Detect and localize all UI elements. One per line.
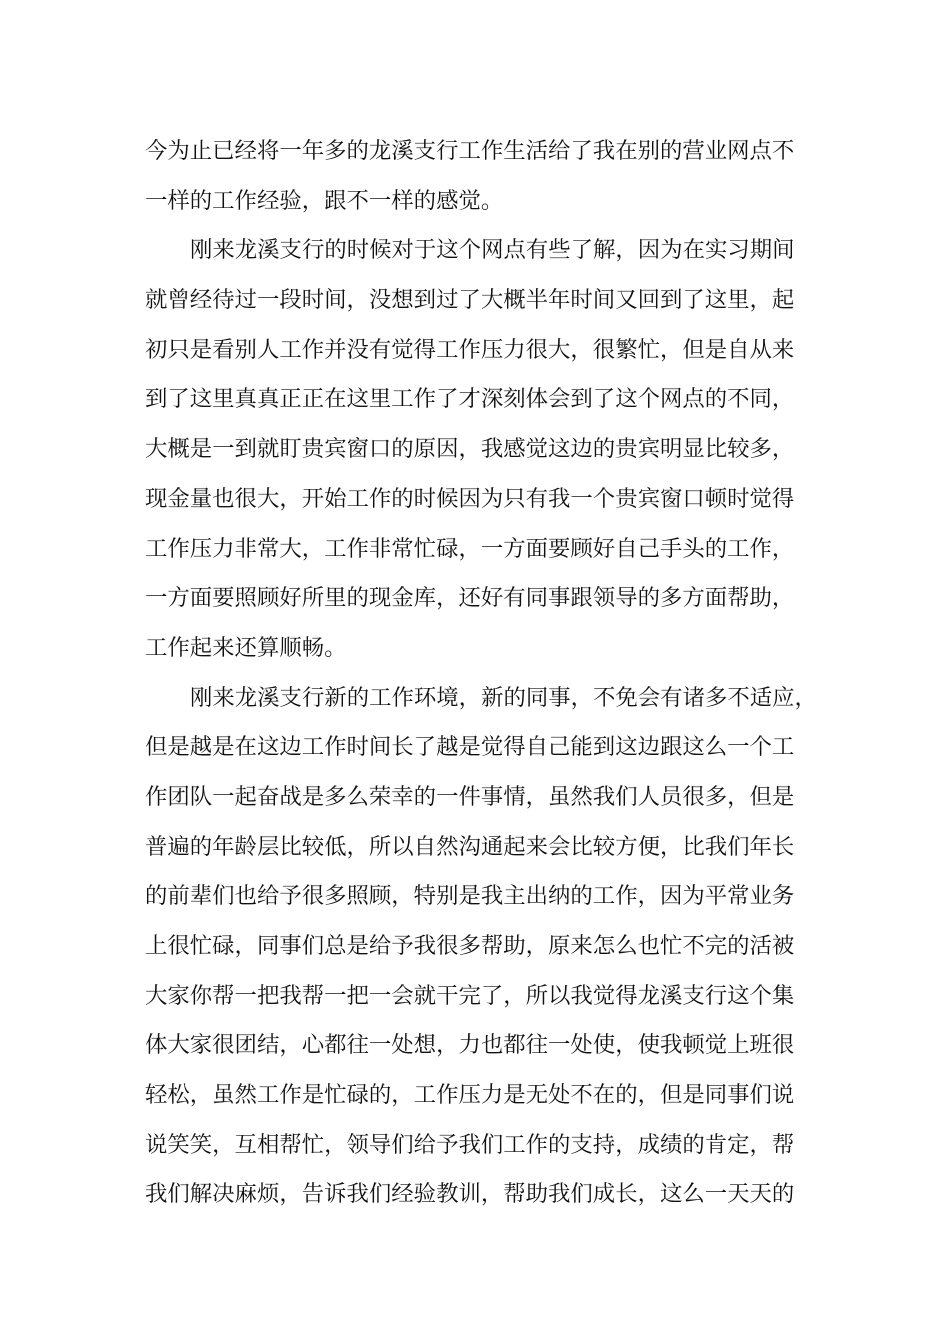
text-line: 普遍的年龄层比较低，所以自然沟通起来会比较方便，比我们年长	[145, 833, 795, 860]
text-line: 但是越是在这边工作时间长了越是觉得自己能到这边跟这么一个工	[145, 734, 795, 761]
text-line: 的前辈们也给予很多照顾，特别是我主出纳的工作，因为平常业务	[145, 883, 795, 910]
text-line: 今为止已经将一年多的龙溪支行工作生活给了我在别的营业网点不	[145, 138, 795, 164]
text-line: 到了这里真真正正在这里工作了才深刻体会到了这个网点的不同，	[145, 386, 795, 413]
text-line: 大概是一到就盯贵宾窗口的原因，我感觉这边的贵宾明显比较多，	[145, 436, 795, 463]
paragraph-first-line: 刚来龙溪支行新的工作环境，新的同事，不免会有诸多不适应，	[190, 684, 817, 711]
text-line: 轻松，虽然工作是忙碌的，工作压力是无处不在的，但是同事们说	[145, 1082, 795, 1109]
text-line: 工作起来还算顺畅。	[145, 634, 347, 661]
text-line: 我们解决麻烦，告诉我们经验教训，帮助我们成长，这么一天天的	[145, 1181, 795, 1208]
text-line: 体大家很团结，心都往一处想，力也都往一处使，使我顿觉上班很	[145, 1032, 795, 1059]
text-line: 就曾经待过一段时间，没想到过了大概半年时间又回到了这里，起	[145, 287, 795, 314]
text-line: 说笑笑，互相帮忙，领导们给予我们工作的支持，成绩的肯定，帮	[145, 1131, 795, 1158]
paragraph-first-line: 刚来龙溪支行的时候对于这个网点有些了解，因为在实习期间	[190, 237, 795, 264]
text-line: 现金量也很大，开始工作的时候因为只有我一个贵宾窗口顿时觉得	[145, 485, 795, 512]
text-line: 初只是看别人工作并没有觉得工作压力很大，很繁忙，但是自从来	[145, 336, 795, 363]
text-line: 作团队一起奋战是多么荣幸的一件事情，虽然我们人员很多，但是	[145, 783, 795, 810]
text-line: 大家你帮一把我帮一把一会就干完了，所以我觉得龙溪支行这个集	[145, 982, 795, 1009]
text-line: 工作压力非常大，工作非常忙碌，一方面要顾好自己手头的工作，	[145, 535, 795, 562]
text-line: 一方面要照顾好所里的现金库，还好有同事跟领导的多方面帮助，	[145, 585, 795, 612]
text-line: 一样的工作经验，跟不一样的感觉。	[145, 187, 504, 214]
document-body	[145, 127, 835, 1220]
text-line: 上很忙碌，同事们总是给予我很多帮助，原来怎么也忙不完的活被	[145, 933, 795, 959]
